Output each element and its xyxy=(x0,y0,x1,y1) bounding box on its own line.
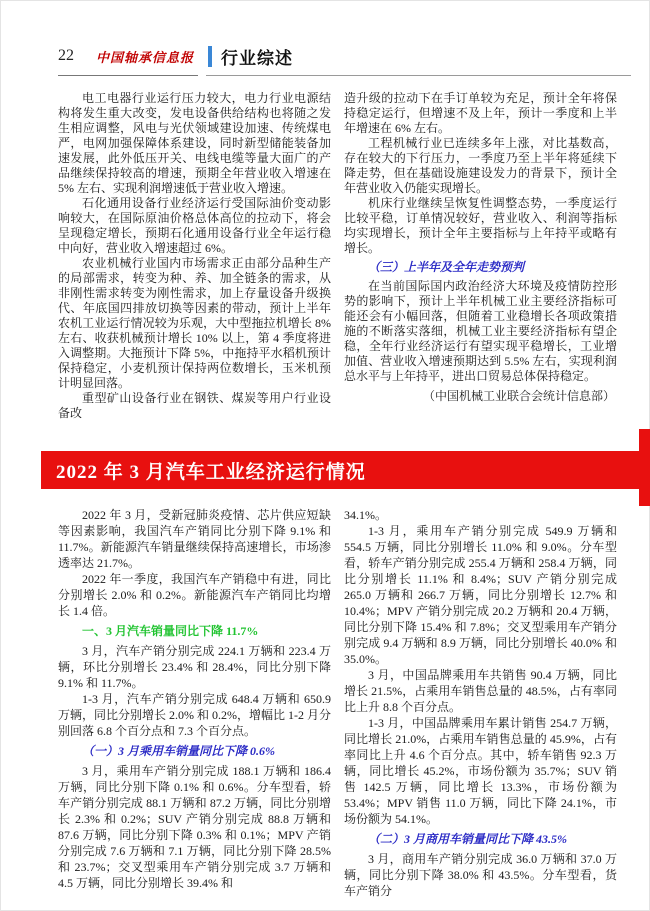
paragraph: 2022 年 3 月，受新冠肺炎疫情、芯片供应短缺等因素影响，我国汽车产销同比分别下降 9.1% 和 11.7%。新能源汽车销量继续保持高速增长，市场渗透率达 21.7%。 xyxy=(58,508,331,570)
paragraph-continuation: 造升级的拉动下在手订单较为充足，预计全年将保持稳定运行，但增速不及上年，预计一季度和上半年增速在 6% 左右。 xyxy=(344,91,617,135)
section-title: 行业综述 xyxy=(221,48,294,68)
page-header xyxy=(58,43,631,69)
header-divider-bar xyxy=(208,46,212,67)
paragraph: 1-3 月，中国品牌乘用车累计销售 254.7 万辆，同比增长 21.0%，占乘用车销售总量的 45.9%，占有率同比上升 4.6 个百分点。其中，轿车销售 92.3 万辆，同比增长 45.2%，市场份额为 35.7%；SUV 销售 142.5 万辆，同比增长 13.3%，市场份额为 53.4%；MPV 销售 11.0 万辆，同比下降 24.1%，市场份额为 54.1%。 xyxy=(344,716,617,826)
paragraph: 机床行业继续呈恢复性调整态势，一季度运行比较平稳，订单情况较好，营业收入、利润等指标均实现增长，预计全年主要指标与上年持平或略有增长。 xyxy=(344,196,617,255)
paragraph: 3 月，乘用车产销分别完成 188.1 万辆和 186.4 万辆，同比分别下降 0.1% 和 0.6%。分车型看，轿车产销分别完成 88.1 万辆和 87.2 万辆，同比分别增长 2.3% 和 0.2%；SUV 产销分别完成 88.8 万辆和 87.6 万辆，同比分别下降 0.3% 和 0.1%；MPV 产销分别完成 7.6 万辆和 7.1 万辆，同比分别下降 28.5% 和 23.7%；交叉型乘用车产销分别完成 3.7 万辆和 4.5 万辆，同比分别增长 39.4% 和 xyxy=(58,764,331,890)
paragraph: 农业机械行业国内市场需求正由部分品种生产的局部需求，转变为种、养、加全链条的需求，从非刚性需求转变为刚性需求，加上存量设备升级换代、年底国四排放切换等因素的带动，预计上半年农机工业运行情况较为乐观，大中型拖拉机增长 8% 左右、收获机械预计增长 10% 以上，第 4 季度将进入调整期。大拖预计下降 5%，中拖持平水稻机预计保持稳定，小麦机预计保持两位数增长，玉米机预计明显回落。 xyxy=(58,256,331,390)
article-machinery-outlook xyxy=(58,91,617,421)
paragraph: 2022 年一季度，我国汽车产销稳中有进，同比分别增长 2.0% 和 0.2%。新能源汽车产销同比均增长 1.4 倍。 xyxy=(58,572,331,618)
article-machinery-right-column xyxy=(344,91,617,421)
article-machinery-left-column xyxy=(58,91,331,421)
article-title: 2022 年 3 月汽车工业经济运行情况 xyxy=(56,461,366,483)
article-auto-left-column xyxy=(58,507,331,899)
paragraph: 电工电器行业运行压力较大，电力行业电源结构将发生重大改变，发电设备供给结构也将随之发生相应调整，风电与光伏领域建设加速、传统煤电严，电网加强保障体系建设，同时新型储能装备加速发展，此外低压开关、电线电缆等量大面广的产品继续保持较高的增速，预期全年营业收入增速在 5% 左右、实现利润增速低于营业收入增速。 xyxy=(58,91,331,195)
header-rule-left xyxy=(58,75,198,76)
article-title-banner xyxy=(41,451,639,489)
paragraph: 3 月，汽车产销分别完成 224.1 万辆和 223.4 万辆，环比分别增长 23.4% 和 28.4%，同比分别下降 9.1% 和 11.7%。 xyxy=(58,644,331,690)
article-auto-right-column xyxy=(344,507,617,899)
paragraph: 3 月，中国品牌乘用车共销售 90.4 万辆，同比增长 21.5%，占乘用车销售总量的 48.5%，占有率同比上升 8.8 个百分点。 xyxy=(344,668,617,714)
article-auto-industry xyxy=(58,507,617,899)
paragraph: 重型矿山设备行业在钢铁、煤炭等用户行业设备改 xyxy=(58,391,331,420)
subsection-heading: （一）3 月乘用车销量同比下降 0.6% xyxy=(82,744,275,758)
paragraph-continuation: 34.1%。 xyxy=(344,508,387,522)
publication-logo: 中国轴承信息报 xyxy=(96,49,195,65)
header-rule-right xyxy=(206,75,631,76)
paragraph: 1-3 月，汽车产销分别完成 648.4 万辆和 650.9 万辆，同比分别增长 2.0% 和 0.2%，增幅比 1-2 月分别回落 6.8 个百分点和 7.3 个百分点。 xyxy=(58,692,331,738)
page-number: 22 xyxy=(58,47,74,64)
byline: （中国机械工业联合会统计信息部） xyxy=(422,389,615,403)
subsection-heading: （二）3 月商用车销量同比下降 43.5% xyxy=(368,832,567,846)
banner-edge-tab xyxy=(639,429,650,506)
paragraph: 在当前国际国内政治经济大环境及疫情防控形势的影响下，预计上半年机械工业主要经济指标可能还会有小幅回落，但随着工业稳增长各项政策措施的不断落实落细，机械工业主要经济指标有望企稳，全年行业经济运行有望实现平稳增长，工业增加值、营业收入增速预期达到 5.5% 左右，实现利润总水平与上年持平，进出口贸易总体保持稳定。 xyxy=(344,279,617,383)
section-heading: 一、3 月汽车销量同比下降 11.7% xyxy=(82,624,259,638)
paragraph: 1-3 月，乘用车产销分别完成 549.9 万辆和 554.5 万辆，同比分别增长 11.0% 和 9.0%。分车型看，轿车产销分别完成 255.4 万辆和 258.4 万辆，同比分别增长 11.1% 和 8.4%；SUV 产销分别完成 265.0 万辆和 266.7 万辆，同比分别增长 12.7% 和 10.4%；MPV 产销分别完成 20.2 万辆和 20.4 万辆，同比分别下降 15.4% 和 7.8%；交叉型乘用车产销分别完成 9.4 万辆和 8.9 万辆，同比分别增长 40.0% 和 35.0%。 xyxy=(344,524,617,666)
paragraph: 3 月，商用车产销分别完成 36.0 万辆和 37.0 万辆，同比分别下降 38.0% 和 43.5%。分车型看，货车产销分 xyxy=(344,852,617,898)
paragraph: 石化通用设备行业经济运行受国际油价变动影响较大，在国际原油价格总体高位的拉动下，将会呈现稳定增长，预期石化通用设备行业全年运行稳中向好，营业收入增速超过 6%。 xyxy=(58,196,331,255)
subsection-heading: （三）上半年及全年走势预判 xyxy=(368,260,525,274)
paragraph: 工程机械行业已连续多年上涨，对比基数高，存在较大的下行压力，一季度乃至上半年将延续下降走势，但在基础设施建设发力的背景下，预计全年营业收入仍能实现增长。 xyxy=(344,136,617,195)
